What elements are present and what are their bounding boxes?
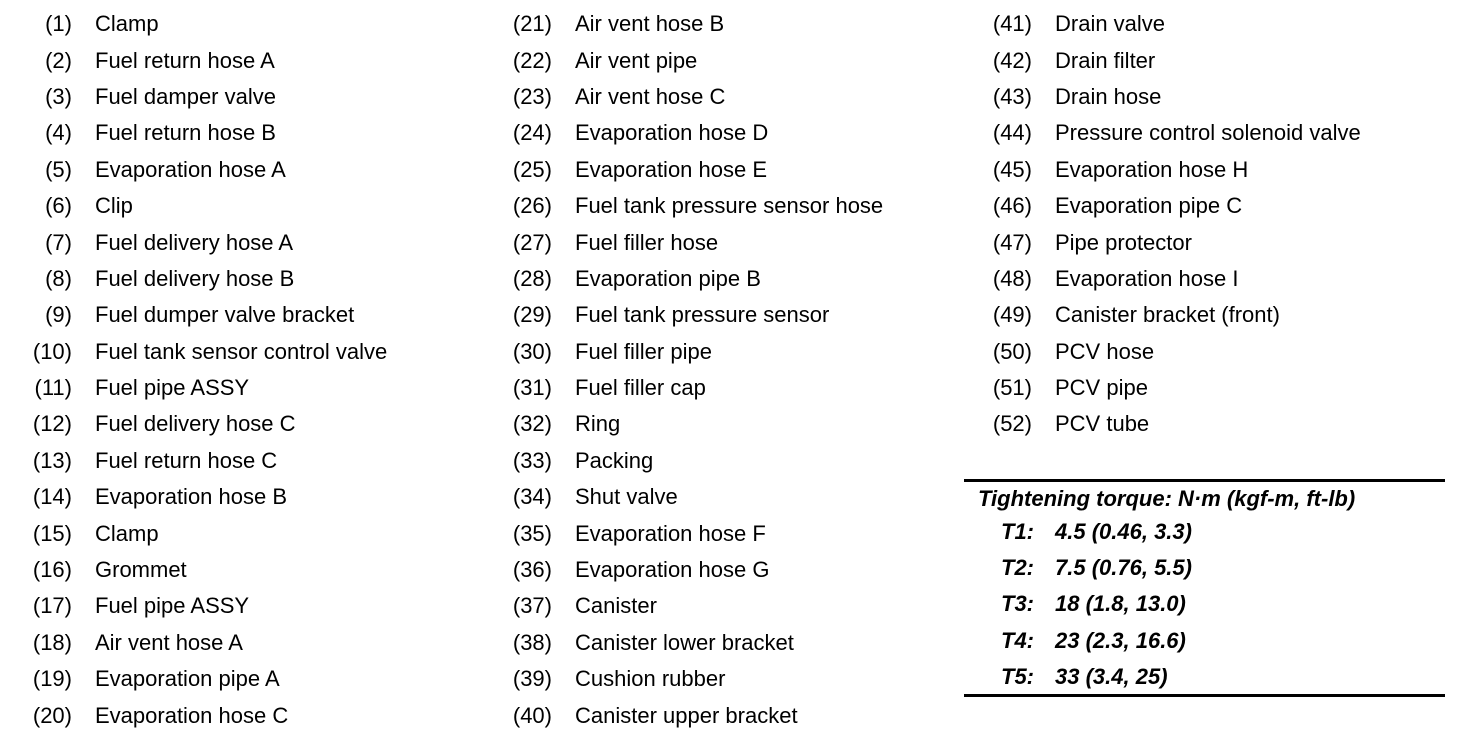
part-list-item: [960, 261, 1361, 297]
part-list-item: [480, 661, 883, 697]
part-list-item: [960, 188, 1361, 224]
part-name: Fuel return hose A: [95, 47, 275, 73]
part-number: (6): [45, 193, 72, 219]
part-name: Canister bracket (front): [1055, 302, 1280, 328]
part-name: Pipe protector: [1055, 229, 1192, 255]
part-name: Fuel pipe ASSY: [95, 593, 250, 619]
part-name: Fuel return hose B: [95, 120, 276, 146]
part-list-item: [960, 152, 1361, 188]
part-number: (12): [32, 411, 72, 437]
part-list-item: [480, 152, 883, 188]
part-number: (21): [512, 11, 552, 37]
part-name: Drain filter: [1055, 47, 1156, 73]
part-name: Fuel return hose C: [95, 447, 278, 473]
part-list-item: [480, 224, 883, 260]
part-number: (24): [512, 120, 552, 146]
part-number: (38): [512, 629, 552, 655]
part-number: (19): [32, 666, 72, 692]
part-number: (4): [45, 120, 72, 146]
part-number: (9): [45, 302, 72, 328]
part-number: (3): [45, 83, 72, 109]
part-name: Evaporation pipe A: [95, 666, 280, 692]
part-name: Ring: [575, 411, 621, 437]
part-list-item: [0, 370, 387, 406]
part-number: (16): [32, 557, 72, 583]
parts-column-1: [0, 6, 387, 734]
torque-value: 4.5 (0.46, 3.3): [1055, 519, 1192, 544]
part-name: Fuel pipe ASSY: [95, 375, 250, 401]
part-name: Evaporation hose F: [575, 520, 766, 546]
part-name: PCV tube: [1055, 411, 1150, 437]
part-list-item: [480, 479, 883, 515]
part-number: (34): [512, 484, 552, 510]
part-number: (22): [512, 47, 552, 73]
part-number: (47): [992, 229, 1032, 255]
part-list-item: [0, 625, 387, 661]
torque-key: T2:: [1001, 555, 1034, 580]
part-list-item: [0, 406, 387, 442]
part-list-item: [480, 188, 883, 224]
part-list-item: [480, 370, 883, 406]
part-list-item: [960, 6, 1361, 42]
part-number: (20): [32, 702, 72, 728]
torque-key: T1:: [1001, 519, 1034, 544]
part-list-item: [960, 370, 1361, 406]
part-number: (27): [512, 229, 552, 255]
tightening-torque-table: [964, 479, 1445, 697]
part-list-item: [480, 6, 883, 42]
torque-row: [964, 664, 1168, 690]
torque-value: 18 (1.8, 13.0): [1055, 591, 1186, 616]
part-name: Air vent hose A: [95, 629, 243, 655]
part-list-item: [480, 79, 883, 115]
part-name: Evaporation hose I: [1055, 265, 1239, 291]
part-name: Drain hose: [1055, 83, 1162, 109]
part-list-item: [480, 443, 883, 479]
part-list-item: [480, 552, 883, 588]
torque-row: [964, 628, 1186, 654]
part-number: (29): [512, 302, 552, 328]
part-list-item: [960, 297, 1361, 333]
part-list-item: [0, 152, 387, 188]
part-number: (48): [992, 265, 1032, 291]
part-number: (10): [32, 338, 72, 364]
part-list-item: [0, 188, 387, 224]
part-list-item: [960, 79, 1361, 115]
part-list-item: [480, 334, 883, 370]
part-name: Evaporation hose G: [575, 557, 770, 583]
part-number: (41): [992, 11, 1032, 37]
part-number: (5): [45, 156, 72, 182]
part-list-item: [480, 406, 883, 442]
part-list-item: [0, 697, 387, 733]
part-name: Shut valve: [575, 484, 678, 510]
part-name: Fuel tank sensor control valve: [95, 338, 388, 364]
part-name: Fuel filler pipe: [575, 338, 712, 364]
part-name: Grommet: [95, 557, 187, 583]
part-list-item: [480, 261, 883, 297]
part-list-item: [0, 443, 387, 479]
part-name: Fuel filler hose: [575, 229, 719, 255]
part-name: Pressure control solenoid valve: [1055, 120, 1361, 146]
part-number: (37): [512, 593, 552, 619]
part-name: Evaporation hose D: [575, 120, 769, 146]
part-name: PCV hose: [1055, 338, 1155, 364]
part-name: Evaporation hose H: [1055, 156, 1249, 182]
part-name: Fuel tank pressure sensor hose: [575, 193, 884, 219]
part-number: (8): [45, 265, 72, 291]
part-name: Evaporation hose E: [575, 156, 768, 182]
parts-column-2: [480, 6, 883, 734]
part-number: (52): [992, 411, 1032, 437]
part-number: (26): [512, 193, 552, 219]
part-list-item: [960, 224, 1361, 260]
part-name: Fuel delivery hose C: [95, 411, 296, 437]
part-list-item: [0, 588, 387, 624]
part-name: Evaporation pipe B: [575, 265, 761, 291]
part-number: (50): [992, 338, 1032, 364]
part-number: (51): [992, 375, 1032, 401]
torque-row: [964, 591, 1186, 617]
part-name: Fuel tank pressure sensor: [575, 302, 830, 328]
part-list-item: [960, 42, 1361, 78]
part-name: Fuel delivery hose B: [95, 265, 295, 291]
part-number: (32): [512, 411, 552, 437]
part-number: (14): [32, 484, 72, 510]
part-number: (2): [45, 47, 72, 73]
part-number: (45): [992, 156, 1032, 182]
part-list-item: [0, 297, 387, 333]
part-number: (30): [512, 338, 552, 364]
part-name: Fuel dumper valve bracket: [95, 302, 355, 328]
part-number: (28): [512, 265, 552, 291]
part-number: (25): [512, 156, 552, 182]
part-name: Evaporation hose B: [95, 484, 288, 510]
part-name: Clamp: [95, 520, 159, 546]
part-number: (13): [32, 447, 72, 473]
part-number: (33): [512, 447, 552, 473]
part-list-item: [0, 42, 387, 78]
part-number: (11): [34, 375, 72, 401]
part-list-item: [480, 515, 883, 551]
part-number: (35): [512, 520, 552, 546]
part-list-item: [960, 406, 1361, 442]
part-name: PCV pipe: [1055, 375, 1148, 401]
part-name: Clamp: [95, 11, 159, 37]
part-name: Air vent hose B: [575, 11, 725, 37]
part-name: Cushion rubber: [575, 666, 726, 692]
part-list-item: [480, 115, 883, 151]
part-name: Fuel delivery hose A: [95, 229, 294, 255]
part-list-item: [480, 588, 883, 624]
part-name: Canister: [575, 593, 657, 619]
torque-key: T4:: [1001, 628, 1034, 653]
part-number: (42): [992, 47, 1032, 73]
part-name: Fuel filler cap: [575, 375, 706, 401]
part-name: Canister lower bracket: [575, 629, 794, 655]
part-list-item: [0, 6, 387, 42]
part-number: (46): [992, 193, 1032, 219]
part-list-item: [0, 552, 387, 588]
part-list-item: [960, 115, 1361, 151]
part-number: (39): [512, 666, 552, 692]
part-number: (1): [45, 11, 72, 37]
part-list-item: [0, 224, 387, 260]
part-number: (36): [512, 557, 552, 583]
part-number: (23): [512, 83, 552, 109]
part-name: Packing: [575, 447, 654, 473]
part-list-item: [0, 515, 387, 551]
part-name: Clip: [95, 193, 133, 219]
part-number: (49): [992, 302, 1032, 328]
part-list-item: [480, 42, 883, 78]
part-name: Drain valve: [1055, 11, 1166, 37]
part-list-item: [480, 697, 883, 733]
part-list-item: [0, 115, 387, 151]
torque-value: 33 (3.4, 25): [1055, 664, 1168, 689]
part-list-item: [480, 297, 883, 333]
part-number: (17): [32, 593, 72, 619]
part-number: (15): [32, 520, 72, 546]
torque-row: [964, 555, 1192, 581]
part-name: Fuel damper valve: [95, 83, 276, 109]
part-list-item: [480, 625, 883, 661]
part-name: Evaporation hose A: [95, 156, 286, 182]
part-name: Air vent hose C: [575, 83, 726, 109]
part-name: Air vent pipe: [575, 47, 698, 73]
part-name: Evaporation hose C: [95, 702, 289, 728]
torque-value: 23 (2.3, 16.6): [1055, 628, 1186, 653]
torque-key: T5:: [1001, 664, 1034, 689]
part-name: Evaporation pipe C: [1055, 193, 1243, 219]
part-number: (43): [992, 83, 1032, 109]
torque-title: Tightening torque: N·m (kgf-m, ft-lb): [978, 486, 1356, 511]
part-number: (31): [512, 375, 552, 401]
part-list-item: [0, 661, 387, 697]
part-number: (7): [45, 229, 72, 255]
part-list-item: [960, 334, 1361, 370]
torque-key: T3:: [1001, 591, 1034, 616]
part-number: (40): [512, 702, 552, 728]
torque-value: 7.5 (0.76, 5.5): [1055, 555, 1192, 580]
part-name: Canister upper bracket: [575, 702, 798, 728]
parts-column-3: [960, 6, 1361, 443]
part-number: (18): [32, 629, 72, 655]
part-list-item: [0, 479, 387, 515]
part-list-item: [0, 79, 387, 115]
part-number: (44): [992, 120, 1032, 146]
part-list-item: [0, 334, 387, 370]
torque-row: [964, 519, 1192, 545]
part-list-item: [0, 261, 387, 297]
